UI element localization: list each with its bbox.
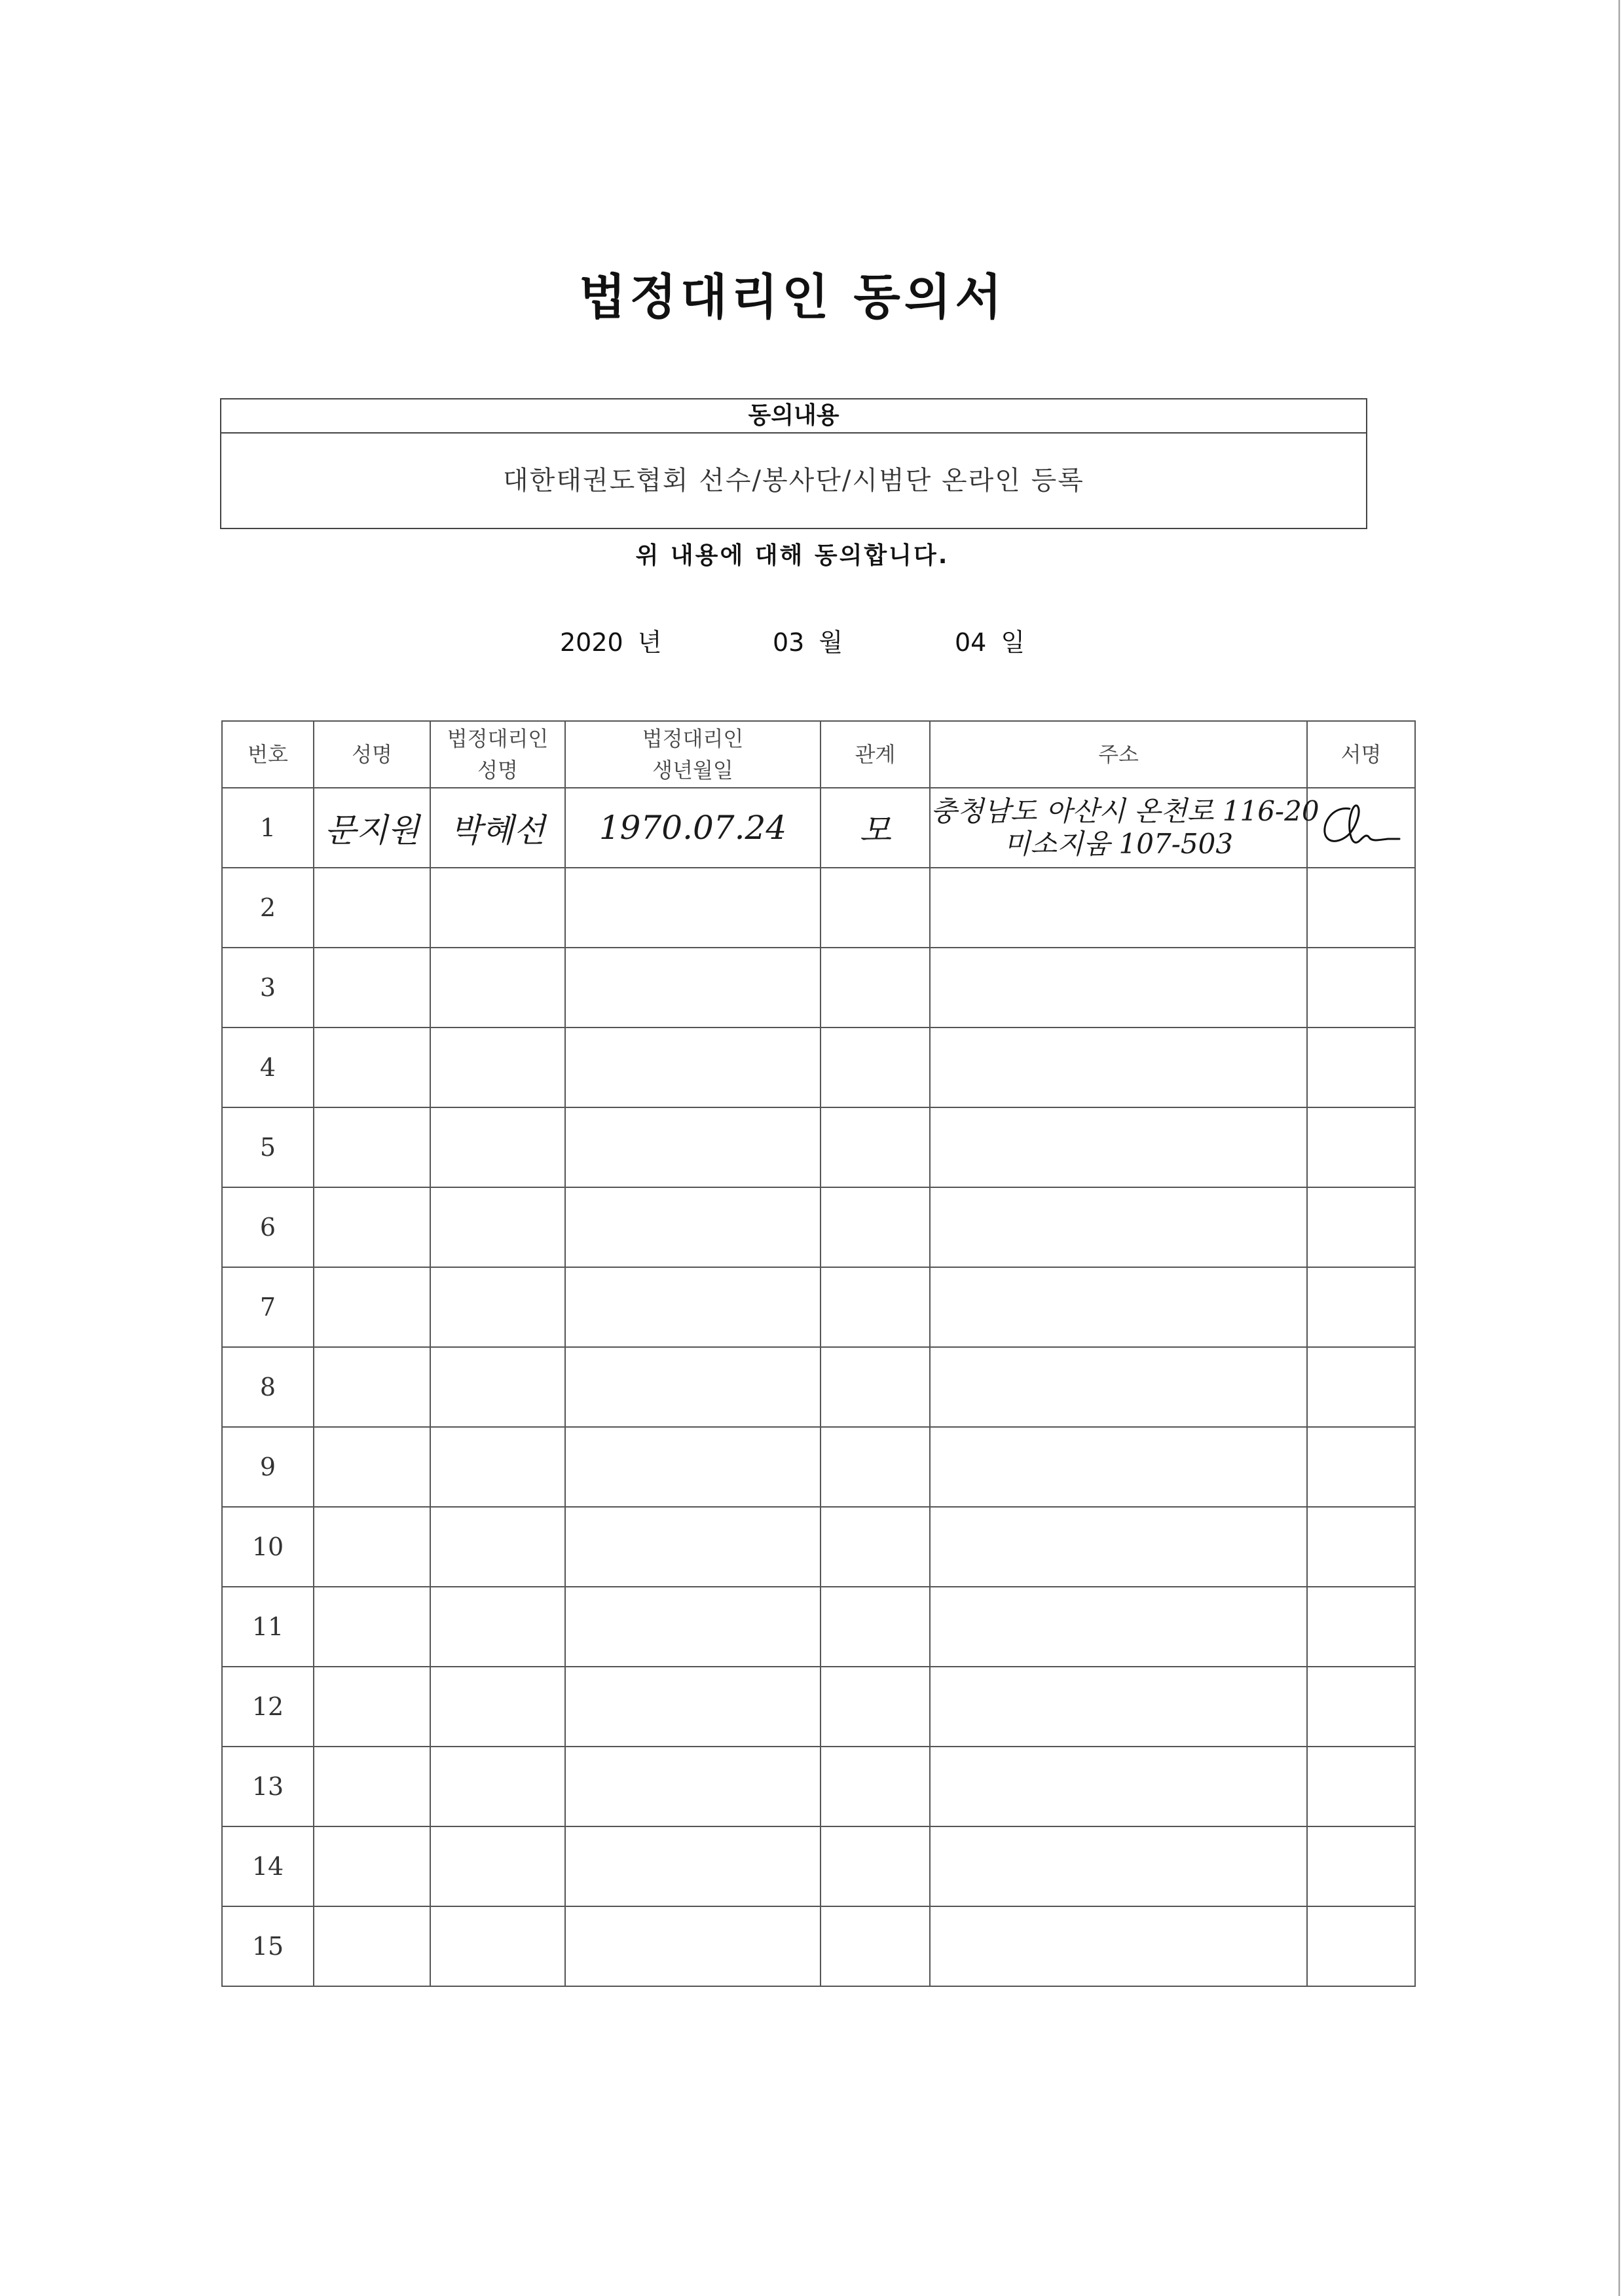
guardian-birth-cell xyxy=(565,1267,821,1347)
row-number: 5 xyxy=(222,1107,314,1187)
row-number: 15 xyxy=(222,1906,314,1986)
address-cell xyxy=(930,868,1307,948)
signature-cell xyxy=(1307,1587,1415,1667)
date-month xyxy=(773,622,843,658)
child-name-cell xyxy=(314,788,430,868)
child-name-cell xyxy=(314,1107,430,1187)
table-row xyxy=(222,788,1415,868)
child-name-cell xyxy=(314,948,430,1028)
table-row xyxy=(222,1347,1415,1427)
signature-cell xyxy=(1307,1507,1415,1587)
relation-cell xyxy=(821,1107,930,1187)
relation-cell xyxy=(821,1667,930,1747)
address-cell xyxy=(930,1347,1307,1427)
child-name-cell xyxy=(314,1187,430,1267)
consent-content: 대한태권도협회 선수/봉사단/시범단 온라인 등록 xyxy=(503,466,1084,496)
child-name-cell xyxy=(314,1906,430,1986)
signature-cell xyxy=(1307,1906,1415,1986)
signature-cell xyxy=(1307,1427,1415,1507)
row-number: 2 xyxy=(222,868,314,948)
row-number: 13 xyxy=(222,1747,314,1826)
address-line1: 충청남도 아산시 온천로 116-20 xyxy=(931,795,1320,827)
date-day xyxy=(955,622,1025,658)
address-cell xyxy=(930,1747,1307,1826)
consent-header: 동의내용 xyxy=(221,399,1366,434)
row-number: 10 xyxy=(222,1507,314,1587)
address-line2: 미소지움 107-503 xyxy=(1003,828,1234,860)
guardian-name-cell xyxy=(430,1187,565,1267)
row-number: 14 xyxy=(222,1826,314,1906)
guardian-name-cell xyxy=(430,1028,565,1107)
address-cell xyxy=(930,788,1320,868)
relation: 모 xyxy=(859,811,891,849)
guardian-name-cell xyxy=(430,788,565,868)
table-row xyxy=(222,1267,1415,1347)
header-address: 주소 xyxy=(930,721,1307,788)
address-cell xyxy=(930,1667,1307,1747)
address-cell xyxy=(930,1826,1307,1906)
row-number: 3 xyxy=(222,948,314,1028)
address-cell xyxy=(930,1028,1307,1107)
signature-cell xyxy=(1307,1187,1415,1267)
header-guardian-birth-line2: 생년월일 xyxy=(652,758,733,783)
guardian-name-cell xyxy=(430,1107,565,1187)
guardian-birth-cell xyxy=(565,1107,821,1187)
address-cell xyxy=(930,1587,1307,1667)
signature-cell xyxy=(1307,1347,1415,1427)
header-signature: 서명 xyxy=(1307,721,1415,788)
row-number: 11 xyxy=(222,1587,314,1667)
guardian-birth-cell xyxy=(565,1906,821,1986)
row-number: 1 xyxy=(222,788,314,868)
child-name-cell xyxy=(314,1507,430,1587)
signature-cell xyxy=(1307,1267,1415,1347)
child-name-cell xyxy=(314,868,430,948)
guardian-name-cell xyxy=(430,948,565,1028)
handwritten-signature xyxy=(1316,797,1407,856)
signature-cell xyxy=(1307,1826,1415,1906)
guardian-birth-cell xyxy=(565,868,821,948)
guardian-birth: 1970.07.24 xyxy=(599,809,787,847)
address-cell xyxy=(930,1187,1307,1267)
guardian-name: 박혜선 xyxy=(450,811,545,849)
guardian-name-cell xyxy=(430,1427,565,1507)
signature-cell xyxy=(1307,788,1415,868)
table-row xyxy=(222,1587,1415,1667)
guardian-name-cell xyxy=(430,1826,565,1906)
address-cell xyxy=(930,1507,1307,1587)
guardian-name-cell xyxy=(430,868,565,948)
row-number: 9 xyxy=(222,1427,314,1507)
guardian-birth-cell xyxy=(565,1347,821,1427)
relation-cell xyxy=(821,1587,930,1667)
address-cell xyxy=(930,1267,1307,1347)
child-name-cell xyxy=(314,1267,430,1347)
relation-cell xyxy=(821,868,930,948)
guardian-birth-cell xyxy=(565,788,821,868)
guardian-birth-cell xyxy=(565,1028,821,1107)
table-row xyxy=(222,1906,1415,1986)
table-row xyxy=(222,1667,1415,1747)
child-name-cell xyxy=(314,1587,430,1667)
table-row xyxy=(222,1747,1415,1826)
relation-cell xyxy=(821,1028,930,1107)
relation-cell xyxy=(821,1267,930,1347)
table-row xyxy=(222,868,1415,948)
address xyxy=(931,795,1320,861)
header-guardian-name xyxy=(430,721,565,788)
guardian-birth-cell xyxy=(565,1667,821,1747)
guardian-name-cell xyxy=(430,1667,565,1747)
guardian-birth-cell xyxy=(565,1427,821,1507)
table-row xyxy=(222,1028,1415,1107)
guardian-birth-cell xyxy=(565,1507,821,1587)
table-row xyxy=(222,1427,1415,1507)
guardian-birth-cell xyxy=(565,948,821,1028)
guardian-birth-cell xyxy=(565,1187,821,1267)
header-name: 성명 xyxy=(314,721,430,788)
date-year-value: 2020 xyxy=(560,628,623,657)
child-name-cell xyxy=(314,1427,430,1507)
relation-cell xyxy=(821,948,930,1028)
table-header-row xyxy=(222,721,1415,788)
guardian-table xyxy=(221,720,1416,1987)
relation-cell xyxy=(821,788,930,868)
signature-cell xyxy=(1307,1107,1415,1187)
signature-cell xyxy=(1307,1747,1415,1826)
date-day-unit: 일 xyxy=(1001,628,1025,657)
relation-cell xyxy=(821,1347,930,1427)
table-row xyxy=(222,1107,1415,1187)
header-guardian-birth-line1: 법정대리인 xyxy=(642,726,744,751)
table-row xyxy=(222,948,1415,1028)
relation-cell xyxy=(821,1187,930,1267)
table-row xyxy=(222,1507,1415,1587)
guardian-name-cell xyxy=(430,1587,565,1667)
table-row xyxy=(222,1826,1415,1906)
date-year xyxy=(560,622,661,658)
relation-cell xyxy=(821,1906,930,1986)
scan-edge xyxy=(1618,0,1620,2296)
consent-box xyxy=(220,398,1367,529)
date-month-unit: 월 xyxy=(819,628,843,657)
guardian-name-cell xyxy=(430,1507,565,1587)
signature-cell xyxy=(1307,1667,1415,1747)
signature-cell xyxy=(1307,1028,1415,1107)
row-number: 8 xyxy=(222,1347,314,1427)
child-name-cell xyxy=(314,1826,430,1906)
header-guardian-birth xyxy=(565,721,821,788)
guardian-birth-cell xyxy=(565,1587,821,1667)
agreement-statement: 위 내용에 대해 동의합니다. xyxy=(635,542,950,569)
document-title: 법정대리인 동의서 xyxy=(579,269,1006,325)
guardian-birth-cell xyxy=(565,1747,821,1826)
address-cell xyxy=(930,1107,1307,1187)
address-cell xyxy=(930,1906,1307,1986)
child-name: 문지원 xyxy=(324,811,420,849)
child-name-cell xyxy=(314,1667,430,1747)
row-number: 6 xyxy=(222,1187,314,1267)
signature-cell xyxy=(1307,948,1415,1028)
row-number: 7 xyxy=(222,1267,314,1347)
child-name-cell xyxy=(314,1747,430,1826)
header-guardian-name-line2: 성명 xyxy=(477,758,518,783)
address-cell xyxy=(930,948,1307,1028)
child-name-cell xyxy=(314,1028,430,1107)
child-name-cell xyxy=(314,1347,430,1427)
guardian-name-cell xyxy=(430,1747,565,1826)
header-relation: 관계 xyxy=(821,721,930,788)
table-row xyxy=(222,1187,1415,1267)
relation-cell xyxy=(821,1826,930,1906)
row-number: 12 xyxy=(222,1667,314,1747)
address-cell xyxy=(930,1427,1307,1507)
date-year-unit: 년 xyxy=(637,628,662,657)
guardian-name-cell xyxy=(430,1906,565,1986)
guardian-birth-cell xyxy=(565,1826,821,1906)
header-guardian-name-line1: 법정대리인 xyxy=(447,726,549,751)
row-number: 4 xyxy=(222,1028,314,1107)
guardian-name-cell xyxy=(430,1347,565,1427)
signature-cell xyxy=(1307,868,1415,948)
date-month-value: 03 xyxy=(773,628,805,657)
relation-cell xyxy=(821,1427,930,1507)
header-number: 번호 xyxy=(222,721,314,788)
guardian-name-cell xyxy=(430,1267,565,1347)
date-day-value: 04 xyxy=(955,628,987,657)
relation-cell xyxy=(821,1507,930,1587)
relation-cell xyxy=(821,1747,930,1826)
